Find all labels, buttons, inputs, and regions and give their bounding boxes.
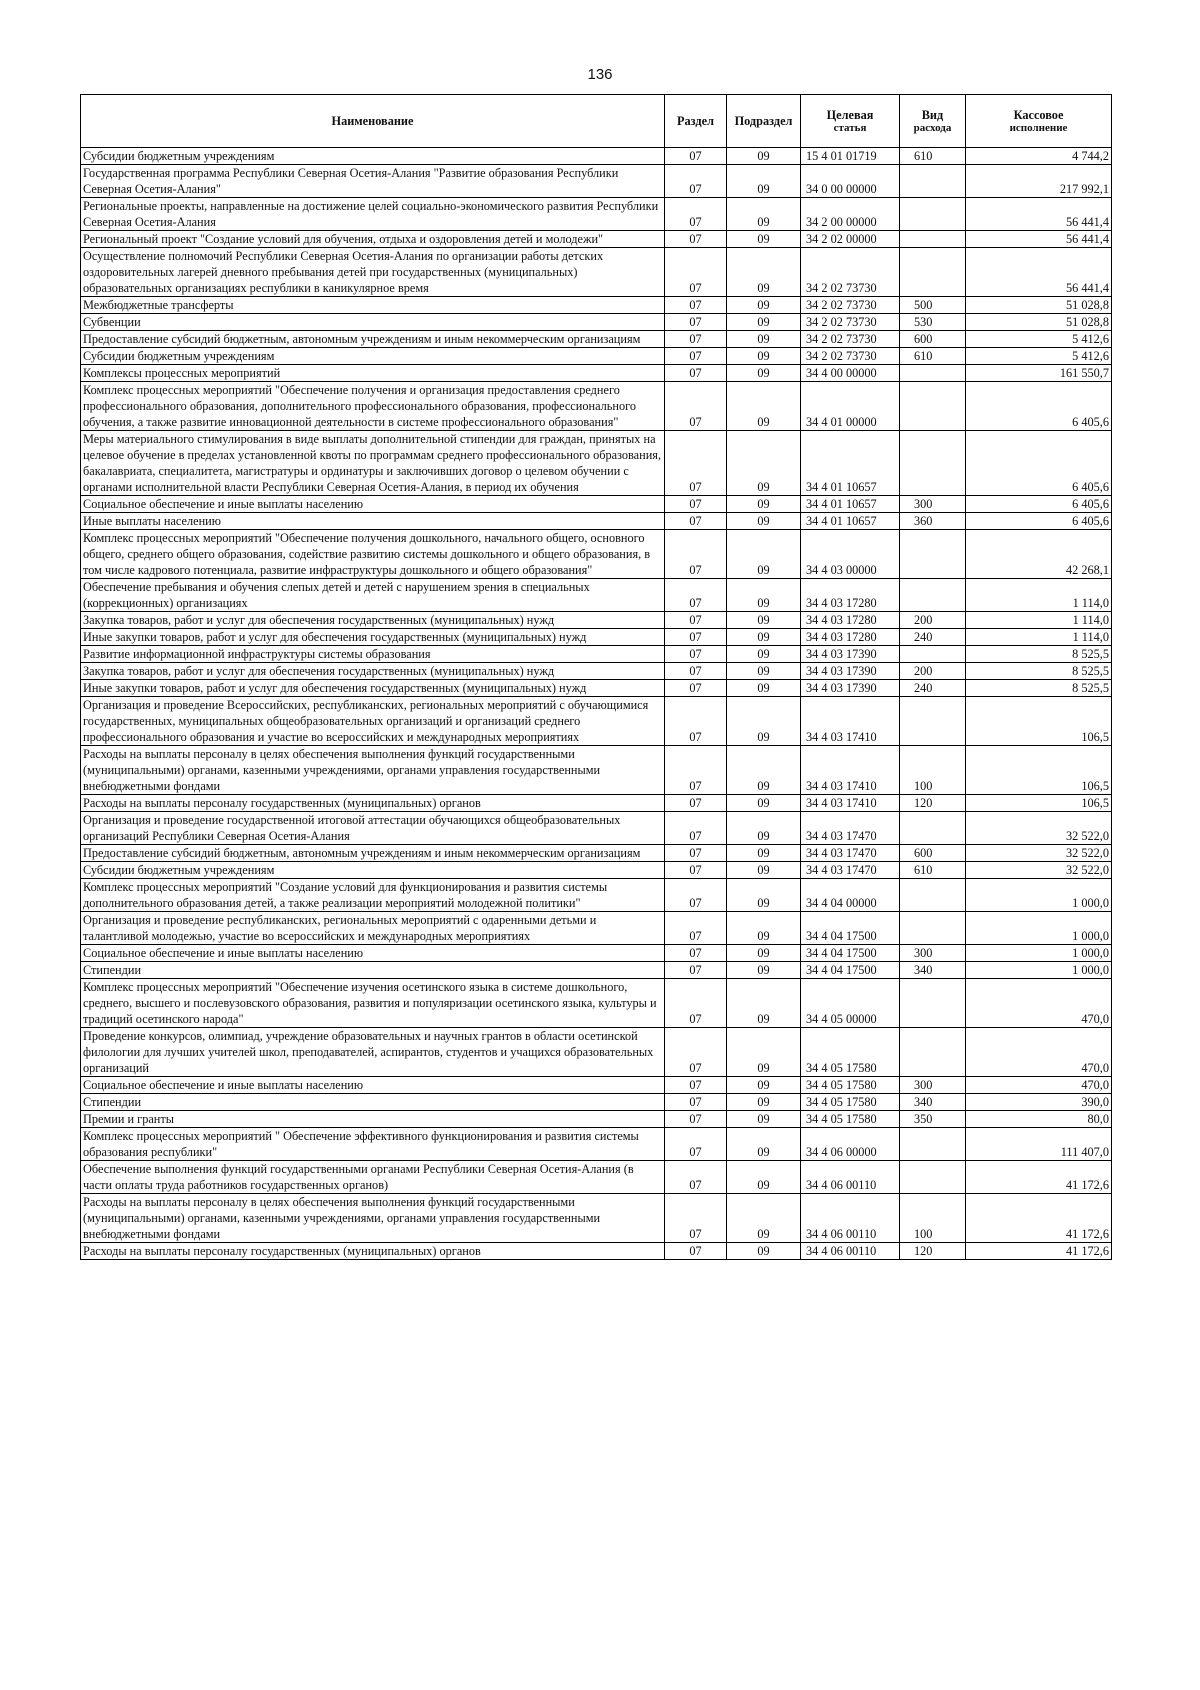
row-sum-cell: 32 522,0: [966, 845, 1112, 862]
row-kind-cell: 340: [900, 962, 966, 979]
row-sum-cell: 106,5: [966, 795, 1112, 812]
row-section-cell: 07: [665, 1128, 727, 1161]
table-row: [81, 697, 1112, 746]
row-section-cell: 07: [665, 513, 727, 530]
row-name-cell: Организация и проведение Всероссийских, республиканских, региональных мероприятий с обучающимися государственных, муниципальных общеобразовательных организаций и организаций среднего профессионального образования и участие во всероссийских и международных мероприятиях: [81, 697, 665, 746]
table-row: [81, 962, 1112, 979]
row-sum-cell: 41 172,6: [966, 1243, 1112, 1260]
row-sum-cell: 1 000,0: [966, 945, 1112, 962]
table-row: [81, 248, 1112, 297]
row-name-cell: Региональные проекты, направленные на достижение целей социально-экономического развития Республики Северная Осетия-Алания: [81, 198, 665, 231]
row-article-cell: 34 0 00 00000: [801, 165, 900, 198]
row-name-cell: Расходы на выплаты персоналу в целях обеспечения выполнения функций государственными (муниципальными) органами, казенными учреждениями, органами управления государственными внебюджетными фондами: [81, 746, 665, 795]
row-kind-cell: 360: [900, 513, 966, 530]
row-kind-cell: 340: [900, 1094, 966, 1111]
row-sum-cell: 41 172,6: [966, 1194, 1112, 1243]
row-sum-cell: 6 405,6: [966, 431, 1112, 496]
row-section-cell: 07: [665, 348, 727, 365]
row-article-cell: 34 4 03 17410: [801, 697, 900, 746]
row-kind-cell: [900, 1161, 966, 1194]
row-kind-cell: [900, 579, 966, 612]
table-row: [81, 862, 1112, 879]
row-section-cell: 07: [665, 845, 727, 862]
table-row: [81, 1161, 1112, 1194]
header-subsection: Подраздел: [727, 95, 801, 148]
table-row: [81, 1111, 1112, 1128]
row-name-cell: Иные закупки товаров, работ и услуг для обеспечения государственных (муниципальных) нужд: [81, 629, 665, 646]
row-name-cell: Социальное обеспечение и иные выплаты населению: [81, 496, 665, 513]
row-subsection-cell: 09: [727, 697, 801, 746]
row-subsection-cell: 09: [727, 1194, 801, 1243]
table-header: [81, 95, 1112, 148]
row-subsection-cell: 09: [727, 314, 801, 331]
row-article-cell: 34 4 06 00110: [801, 1194, 900, 1243]
row-section-cell: 07: [665, 646, 727, 663]
row-name-cell: Субвенции: [81, 314, 665, 331]
row-section-cell: 07: [665, 198, 727, 231]
row-kind-cell: [900, 697, 966, 746]
row-name-cell: Организация и проведение государственной итоговой аттестации обучающихся общеобразовательных организаций Республики Северная Осетия-Алания: [81, 812, 665, 845]
row-sum-cell: 4 744,2: [966, 148, 1112, 165]
table-row: [81, 680, 1112, 697]
row-article-cell: 34 4 03 17280: [801, 629, 900, 646]
row-sum-cell: 56 441,4: [966, 198, 1112, 231]
row-article-cell: 34 4 03 17470: [801, 862, 900, 879]
row-name-cell: Закупка товаров, работ и услуг для обеспечения государственных (муниципальных) нужд: [81, 612, 665, 629]
row-kind-cell: 350: [900, 1111, 966, 1128]
table-row: [81, 1077, 1112, 1094]
row-kind-cell: 300: [900, 1077, 966, 1094]
row-sum-cell: 5 412,6: [966, 331, 1112, 348]
row-subsection-cell: 09: [727, 382, 801, 431]
row-section-cell: 07: [665, 1111, 727, 1128]
row-subsection-cell: 09: [727, 1243, 801, 1260]
header-cash-execution: [966, 95, 1112, 148]
table-row: [81, 629, 1112, 646]
row-name-cell: Комплекс процессных мероприятий "Обеспечение изучения осетинского языка в системе дошкольного, среднего, высшего и послевузовского образования, развития и популяризации осетинского языка, культуры и традиций осетинского народа": [81, 979, 665, 1028]
row-section-cell: 07: [665, 431, 727, 496]
row-sum-cell: 6 405,6: [966, 382, 1112, 431]
row-sum-cell: 1 000,0: [966, 879, 1112, 912]
row-kind-cell: [900, 1128, 966, 1161]
header-kind-line2: расхода: [913, 121, 952, 134]
row-article-cell: 34 2 00 00000: [801, 198, 900, 231]
row-article-cell: 34 4 04 17500: [801, 962, 900, 979]
row-kind-cell: 300: [900, 496, 966, 513]
row-sum-cell: 470,0: [966, 1077, 1112, 1094]
row-sum-cell: 1 114,0: [966, 612, 1112, 629]
header-kind-line1: Вид: [921, 107, 944, 122]
row-article-cell: 34 4 03 17410: [801, 746, 900, 795]
row-kind-cell: [900, 646, 966, 663]
row-article-cell: 34 2 02 73730: [801, 297, 900, 314]
row-subsection-cell: 09: [727, 1161, 801, 1194]
row-subsection-cell: 09: [727, 148, 801, 165]
row-sum-cell: 6 405,6: [966, 513, 1112, 530]
row-section-cell: 07: [665, 314, 727, 331]
row-section-cell: 07: [665, 1243, 727, 1260]
row-name-cell: Иные закупки товаров, работ и услуг для обеспечения государственных (муниципальных) нужд: [81, 680, 665, 697]
table-row: [81, 148, 1112, 165]
row-article-cell: 34 4 01 10657: [801, 431, 900, 496]
header-name: Наименование: [81, 95, 665, 148]
row-name-cell: Меры материального стимулирования в виде выплаты дополнительной стипендии для граждан, принятых на целевое обучение в пределах установленной квоты по программам среднего профессионального образования, бакалавриата, специалитета, магистратуры и ординатуры и заключивших договор о целевом обучении с органами исполнительной власти Республики Северная Осетия-Алания, в период их обучения: [81, 431, 665, 496]
row-article-cell: 34 4 05 17580: [801, 1028, 900, 1077]
row-kind-cell: 610: [900, 862, 966, 879]
row-sum-cell: 1 000,0: [966, 912, 1112, 945]
row-subsection-cell: 09: [727, 431, 801, 496]
row-section-cell: 07: [665, 879, 727, 912]
row-sum-cell: 470,0: [966, 1028, 1112, 1077]
row-kind-cell: 600: [900, 845, 966, 862]
row-article-cell: 34 4 05 17580: [801, 1094, 900, 1111]
row-section-cell: 07: [665, 962, 727, 979]
row-section-cell: 07: [665, 530, 727, 579]
table-row: [81, 746, 1112, 795]
row-subsection-cell: 09: [727, 165, 801, 198]
row-article-cell: 34 4 06 00110: [801, 1243, 900, 1260]
row-section-cell: 07: [665, 148, 727, 165]
row-section-cell: 07: [665, 1077, 727, 1094]
row-subsection-cell: 09: [727, 1128, 801, 1161]
table-row: [81, 496, 1112, 513]
row-sum-cell: 8 525,5: [966, 663, 1112, 680]
row-kind-cell: [900, 365, 966, 382]
row-article-cell: 34 4 03 17390: [801, 646, 900, 663]
row-name-cell: Расходы на выплаты персоналу в целях обеспечения выполнения функций государственными (муниципальными) органами, казенными учреждениями, органами управления государственными внебюджетными фондами: [81, 1194, 665, 1243]
row-subsection-cell: 09: [727, 845, 801, 862]
row-subsection-cell: 09: [727, 198, 801, 231]
table-row: [81, 1094, 1112, 1111]
row-article-cell: 34 4 06 00110: [801, 1161, 900, 1194]
row-name-cell: Обеспечение пребывания и обучения слепых детей и детей с нарушением зрения в специальных (коррекционных) организациях: [81, 579, 665, 612]
row-subsection-cell: 09: [727, 795, 801, 812]
header-expense-kind: [900, 95, 966, 148]
row-subsection-cell: 09: [727, 812, 801, 845]
row-subsection-cell: 09: [727, 629, 801, 646]
table-row: [81, 331, 1112, 348]
row-name-cell: Комплекс процессных мероприятий "Создание условий для функционирования и развития системы дополнительного образования детей, а также реализации мероприятий молодежной политики": [81, 879, 665, 912]
row-article-cell: 34 4 03 17390: [801, 680, 900, 697]
row-sum-cell: 32 522,0: [966, 862, 1112, 879]
row-name-cell: Осуществление полномочий Республики Северная Осетия-Алания по организации работы детских оздоровительных лагерей дневного пребывания детей при государственных (муниципальных) образовательных организациях республики в каникулярное время: [81, 248, 665, 297]
row-sum-cell: 32 522,0: [966, 812, 1112, 845]
row-name-cell: Субсидии бюджетным учреждениям: [81, 148, 665, 165]
table-row: [81, 314, 1112, 331]
row-name-cell: Стипендии: [81, 962, 665, 979]
row-kind-cell: 100: [900, 746, 966, 795]
row-kind-cell: [900, 198, 966, 231]
row-kind-cell: 530: [900, 314, 966, 331]
row-name-cell: Межбюджетные трансферты: [81, 297, 665, 314]
table-row: [81, 165, 1112, 198]
row-subsection-cell: 09: [727, 365, 801, 382]
row-subsection-cell: 09: [727, 297, 801, 314]
row-subsection-cell: 09: [727, 1111, 801, 1128]
row-section-cell: 07: [665, 862, 727, 879]
row-name-cell: Комплексы процессных мероприятий: [81, 365, 665, 382]
row-subsection-cell: 09: [727, 231, 801, 248]
row-article-cell: 34 4 03 17390: [801, 663, 900, 680]
table-row: [81, 382, 1112, 431]
row-sum-cell: 1 114,0: [966, 579, 1112, 612]
row-section-cell: 07: [665, 331, 727, 348]
row-sum-cell: 217 992,1: [966, 165, 1112, 198]
row-section-cell: 07: [665, 697, 727, 746]
row-article-cell: 34 4 05 17580: [801, 1111, 900, 1128]
row-section-cell: 07: [665, 629, 727, 646]
row-name-cell: Государственная программа Республики Северная Осетия-Алания "Развитие образования Республики Северная Осетия-Алания": [81, 165, 665, 198]
row-article-cell: 34 4 03 00000: [801, 530, 900, 579]
row-section-cell: 07: [665, 1094, 727, 1111]
row-sum-cell: 41 172,6: [966, 1161, 1112, 1194]
row-article-cell: 34 4 05 17580: [801, 1077, 900, 1094]
row-subsection-cell: 09: [727, 579, 801, 612]
row-article-cell: 34 4 00 00000: [801, 365, 900, 382]
row-subsection-cell: 09: [727, 513, 801, 530]
row-kind-cell: [900, 382, 966, 431]
row-subsection-cell: 09: [727, 348, 801, 365]
table-row: [81, 845, 1112, 862]
row-kind-cell: 200: [900, 612, 966, 629]
row-subsection-cell: 09: [727, 1077, 801, 1094]
row-sum-cell: 56 441,4: [966, 231, 1112, 248]
row-kind-cell: [900, 912, 966, 945]
row-name-cell: Расходы на выплаты персоналу государственных (муниципальных) органов: [81, 1243, 665, 1260]
row-kind-cell: 200: [900, 663, 966, 680]
table-row: [81, 1194, 1112, 1243]
row-article-cell: 34 2 02 73730: [801, 348, 900, 365]
header-sum-line2: исполнение: [1009, 121, 1068, 134]
row-name-cell: Организация и проведение республиканских, региональных мероприятий с одаренными детьми и талантливой молодежью, участие во всероссийских и международных мероприятиях: [81, 912, 665, 945]
row-subsection-cell: 09: [727, 879, 801, 912]
table-row: [81, 612, 1112, 629]
table-row: [81, 1028, 1112, 1077]
row-section-cell: 07: [665, 1028, 727, 1077]
row-kind-cell: [900, 231, 966, 248]
row-kind-cell: [900, 812, 966, 845]
header-section: Раздел: [665, 95, 727, 148]
row-section-cell: 07: [665, 382, 727, 431]
row-subsection-cell: 09: [727, 496, 801, 513]
row-section-cell: 07: [665, 1161, 727, 1194]
row-subsection-cell: 09: [727, 746, 801, 795]
row-subsection-cell: 09: [727, 1094, 801, 1111]
row-article-cell: 34 4 04 17500: [801, 912, 900, 945]
row-article-cell: 34 4 06 00000: [801, 1128, 900, 1161]
row-sum-cell: 51 028,8: [966, 314, 1112, 331]
row-section-cell: 07: [665, 165, 727, 198]
row-kind-cell: 240: [900, 680, 966, 697]
table-row: [81, 1128, 1112, 1161]
row-article-cell: 34 4 03 17280: [801, 612, 900, 629]
row-article-cell: 34 4 03 17470: [801, 812, 900, 845]
row-section-cell: 07: [665, 612, 727, 629]
row-subsection-cell: 09: [727, 979, 801, 1028]
row-name-cell: Предоставление субсидий бюджетным, автономным учреждениям и иным некоммерческим организациям: [81, 331, 665, 348]
row-sum-cell: 8 525,5: [966, 680, 1112, 697]
table-row: [81, 1243, 1112, 1260]
row-article-cell: 34 2 02 73730: [801, 314, 900, 331]
row-article-cell: 34 2 02 00000: [801, 231, 900, 248]
row-section-cell: 07: [665, 945, 727, 962]
row-article-cell: 34 2 02 73730: [801, 331, 900, 348]
row-sum-cell: 390,0: [966, 1094, 1112, 1111]
row-subsection-cell: 09: [727, 1028, 801, 1077]
row-article-cell: 34 4 03 17410: [801, 795, 900, 812]
table-row: [81, 879, 1112, 912]
row-name-cell: Закупка товаров, работ и услуг для обеспечения государственных (муниципальных) нужд: [81, 663, 665, 680]
table-row: [81, 231, 1112, 248]
row-name-cell: Комплекс процессных мероприятий "Обеспечение получения дошкольного, начального общего, основного общего, среднего общего образования, содействие развитию системы дошкольного и общего образования, в том числе кадрового потенциала, развитие инфраструктуры дошкольного и общего образования": [81, 530, 665, 579]
row-kind-cell: [900, 248, 966, 297]
row-section-cell: 07: [665, 248, 727, 297]
row-name-cell: Социальное обеспечение и иные выплаты населению: [81, 945, 665, 962]
row-section-cell: 07: [665, 912, 727, 945]
row-sum-cell: 80,0: [966, 1111, 1112, 1128]
row-name-cell: Иные выплаты населению: [81, 513, 665, 530]
row-section-cell: 07: [665, 795, 727, 812]
row-subsection-cell: 09: [727, 530, 801, 579]
row-article-cell: 15 4 01 01719: [801, 148, 900, 165]
row-section-cell: 07: [665, 746, 727, 795]
row-subsection-cell: 09: [727, 962, 801, 979]
row-name-cell: Комплекс процессных мероприятий "Обеспечение получения и организация предоставления среднего профессионального образования, дополнительного профессионального образования, профессионального обучения, а также развитие инновационной деятельности в системе профессионального образования": [81, 382, 665, 431]
row-kind-cell: [900, 879, 966, 912]
row-kind-cell: 300: [900, 945, 966, 962]
row-kind-cell: 610: [900, 148, 966, 165]
row-name-cell: Премии и гранты: [81, 1111, 665, 1128]
row-sum-cell: 51 028,8: [966, 297, 1112, 314]
row-kind-cell: [900, 1028, 966, 1077]
table-row: [81, 431, 1112, 496]
header-target-article: [801, 95, 900, 148]
table-row: [81, 663, 1112, 680]
row-article-cell: 34 4 01 00000: [801, 382, 900, 431]
row-sum-cell: 106,5: [966, 746, 1112, 795]
table-row: [81, 513, 1112, 530]
table-row: [81, 979, 1112, 1028]
row-name-cell: Субсидии бюджетным учреждениям: [81, 862, 665, 879]
header-article-line2: статья: [833, 121, 867, 134]
row-kind-cell: 240: [900, 629, 966, 646]
row-section-cell: 07: [665, 365, 727, 382]
table-row: [81, 348, 1112, 365]
row-section-cell: 07: [665, 496, 727, 513]
table-row: [81, 530, 1112, 579]
row-kind-cell: 600: [900, 331, 966, 348]
row-article-cell: 34 4 05 00000: [801, 979, 900, 1028]
table-row: [81, 297, 1112, 314]
row-sum-cell: 5 412,6: [966, 348, 1112, 365]
table-row: [81, 795, 1112, 812]
row-kind-cell: [900, 431, 966, 496]
row-sum-cell: 111 407,0: [966, 1128, 1112, 1161]
row-subsection-cell: 09: [727, 331, 801, 348]
row-subsection-cell: 09: [727, 663, 801, 680]
row-name-cell: Региональный проект "Создание условий для обучения, отдыха и оздоровления детей и молодежи": [81, 231, 665, 248]
row-name-cell: Проведение конкурсов, олимпиад, учреждение образовательных и научных грантов в области осетинской филологии для лучших учителей школ, преподавателей, аспирантов, студентов и учащихся образовательных организаций: [81, 1028, 665, 1077]
row-sum-cell: 161 550,7: [966, 365, 1112, 382]
row-kind-cell: 120: [900, 795, 966, 812]
row-section-cell: 07: [665, 231, 727, 248]
row-subsection-cell: 09: [727, 680, 801, 697]
table-row: [81, 365, 1112, 382]
row-name-cell: Субсидии бюджетным учреждениям: [81, 348, 665, 365]
table-row: [81, 812, 1112, 845]
row-section-cell: 07: [665, 663, 727, 680]
row-name-cell: Социальное обеспечение и иные выплаты населению: [81, 1077, 665, 1094]
header-sum-line1: Кассовое: [1013, 107, 1064, 122]
row-section-cell: 07: [665, 680, 727, 697]
header-article-line1: Целевая: [826, 107, 874, 122]
table-row: [81, 646, 1112, 663]
row-article-cell: 34 4 04 00000: [801, 879, 900, 912]
row-article-cell: 34 4 01 10657: [801, 496, 900, 513]
table-row: [81, 945, 1112, 962]
row-sum-cell: 8 525,5: [966, 646, 1112, 663]
row-subsection-cell: 09: [727, 912, 801, 945]
budget-table: [80, 94, 1112, 1260]
row-kind-cell: 120: [900, 1243, 966, 1260]
row-section-cell: 07: [665, 579, 727, 612]
row-name-cell: Предоставление субсидий бюджетным, автономным учреждениям и иным некоммерческим организациям: [81, 845, 665, 862]
row-kind-cell: 610: [900, 348, 966, 365]
table-body: [81, 148, 1112, 1260]
row-sum-cell: 6 405,6: [966, 496, 1112, 513]
row-name-cell: Стипендии: [81, 1094, 665, 1111]
row-subsection-cell: 09: [727, 862, 801, 879]
row-sum-cell: 470,0: [966, 979, 1112, 1028]
row-section-cell: 07: [665, 1194, 727, 1243]
row-article-cell: 34 4 04 17500: [801, 945, 900, 962]
row-subsection-cell: 09: [727, 612, 801, 629]
row-subsection-cell: 09: [727, 945, 801, 962]
page-number: 136: [587, 66, 613, 83]
row-section-cell: 07: [665, 812, 727, 845]
row-kind-cell: [900, 530, 966, 579]
row-sum-cell: 56 441,4: [966, 248, 1112, 297]
row-kind-cell: 100: [900, 1194, 966, 1243]
row-kind-cell: [900, 979, 966, 1028]
row-article-cell: 34 4 03 17280: [801, 579, 900, 612]
row-section-cell: 07: [665, 979, 727, 1028]
row-article-cell: 34 4 01 10657: [801, 513, 900, 530]
row-name-cell: Расходы на выплаты персоналу государственных (муниципальных) органов: [81, 795, 665, 812]
row-sum-cell: 1 114,0: [966, 629, 1112, 646]
row-kind-cell: [900, 165, 966, 198]
row-name-cell: Комплекс процессных мероприятий " Обеспечение эффективного функционирования и развития системы образования республики": [81, 1128, 665, 1161]
row-subsection-cell: 09: [727, 646, 801, 663]
table-row: [81, 912, 1112, 945]
table-row: [81, 579, 1112, 612]
row-sum-cell: 106,5: [966, 697, 1112, 746]
row-name-cell: Развитие информационной инфраструктуры системы образования: [81, 646, 665, 663]
row-sum-cell: 42 268,1: [966, 530, 1112, 579]
row-name-cell: Обеспечение выполнения функций государственными органами Республики Северная Осетия-Алания (в части оплаты труда работников государственных органов): [81, 1161, 665, 1194]
row-subsection-cell: 09: [727, 248, 801, 297]
row-article-cell: 34 2 02 73730: [801, 248, 900, 297]
row-section-cell: 07: [665, 297, 727, 314]
row-article-cell: 34 4 03 17470: [801, 845, 900, 862]
row-kind-cell: 500: [900, 297, 966, 314]
row-sum-cell: 1 000,0: [966, 962, 1112, 979]
table-row: [81, 198, 1112, 231]
